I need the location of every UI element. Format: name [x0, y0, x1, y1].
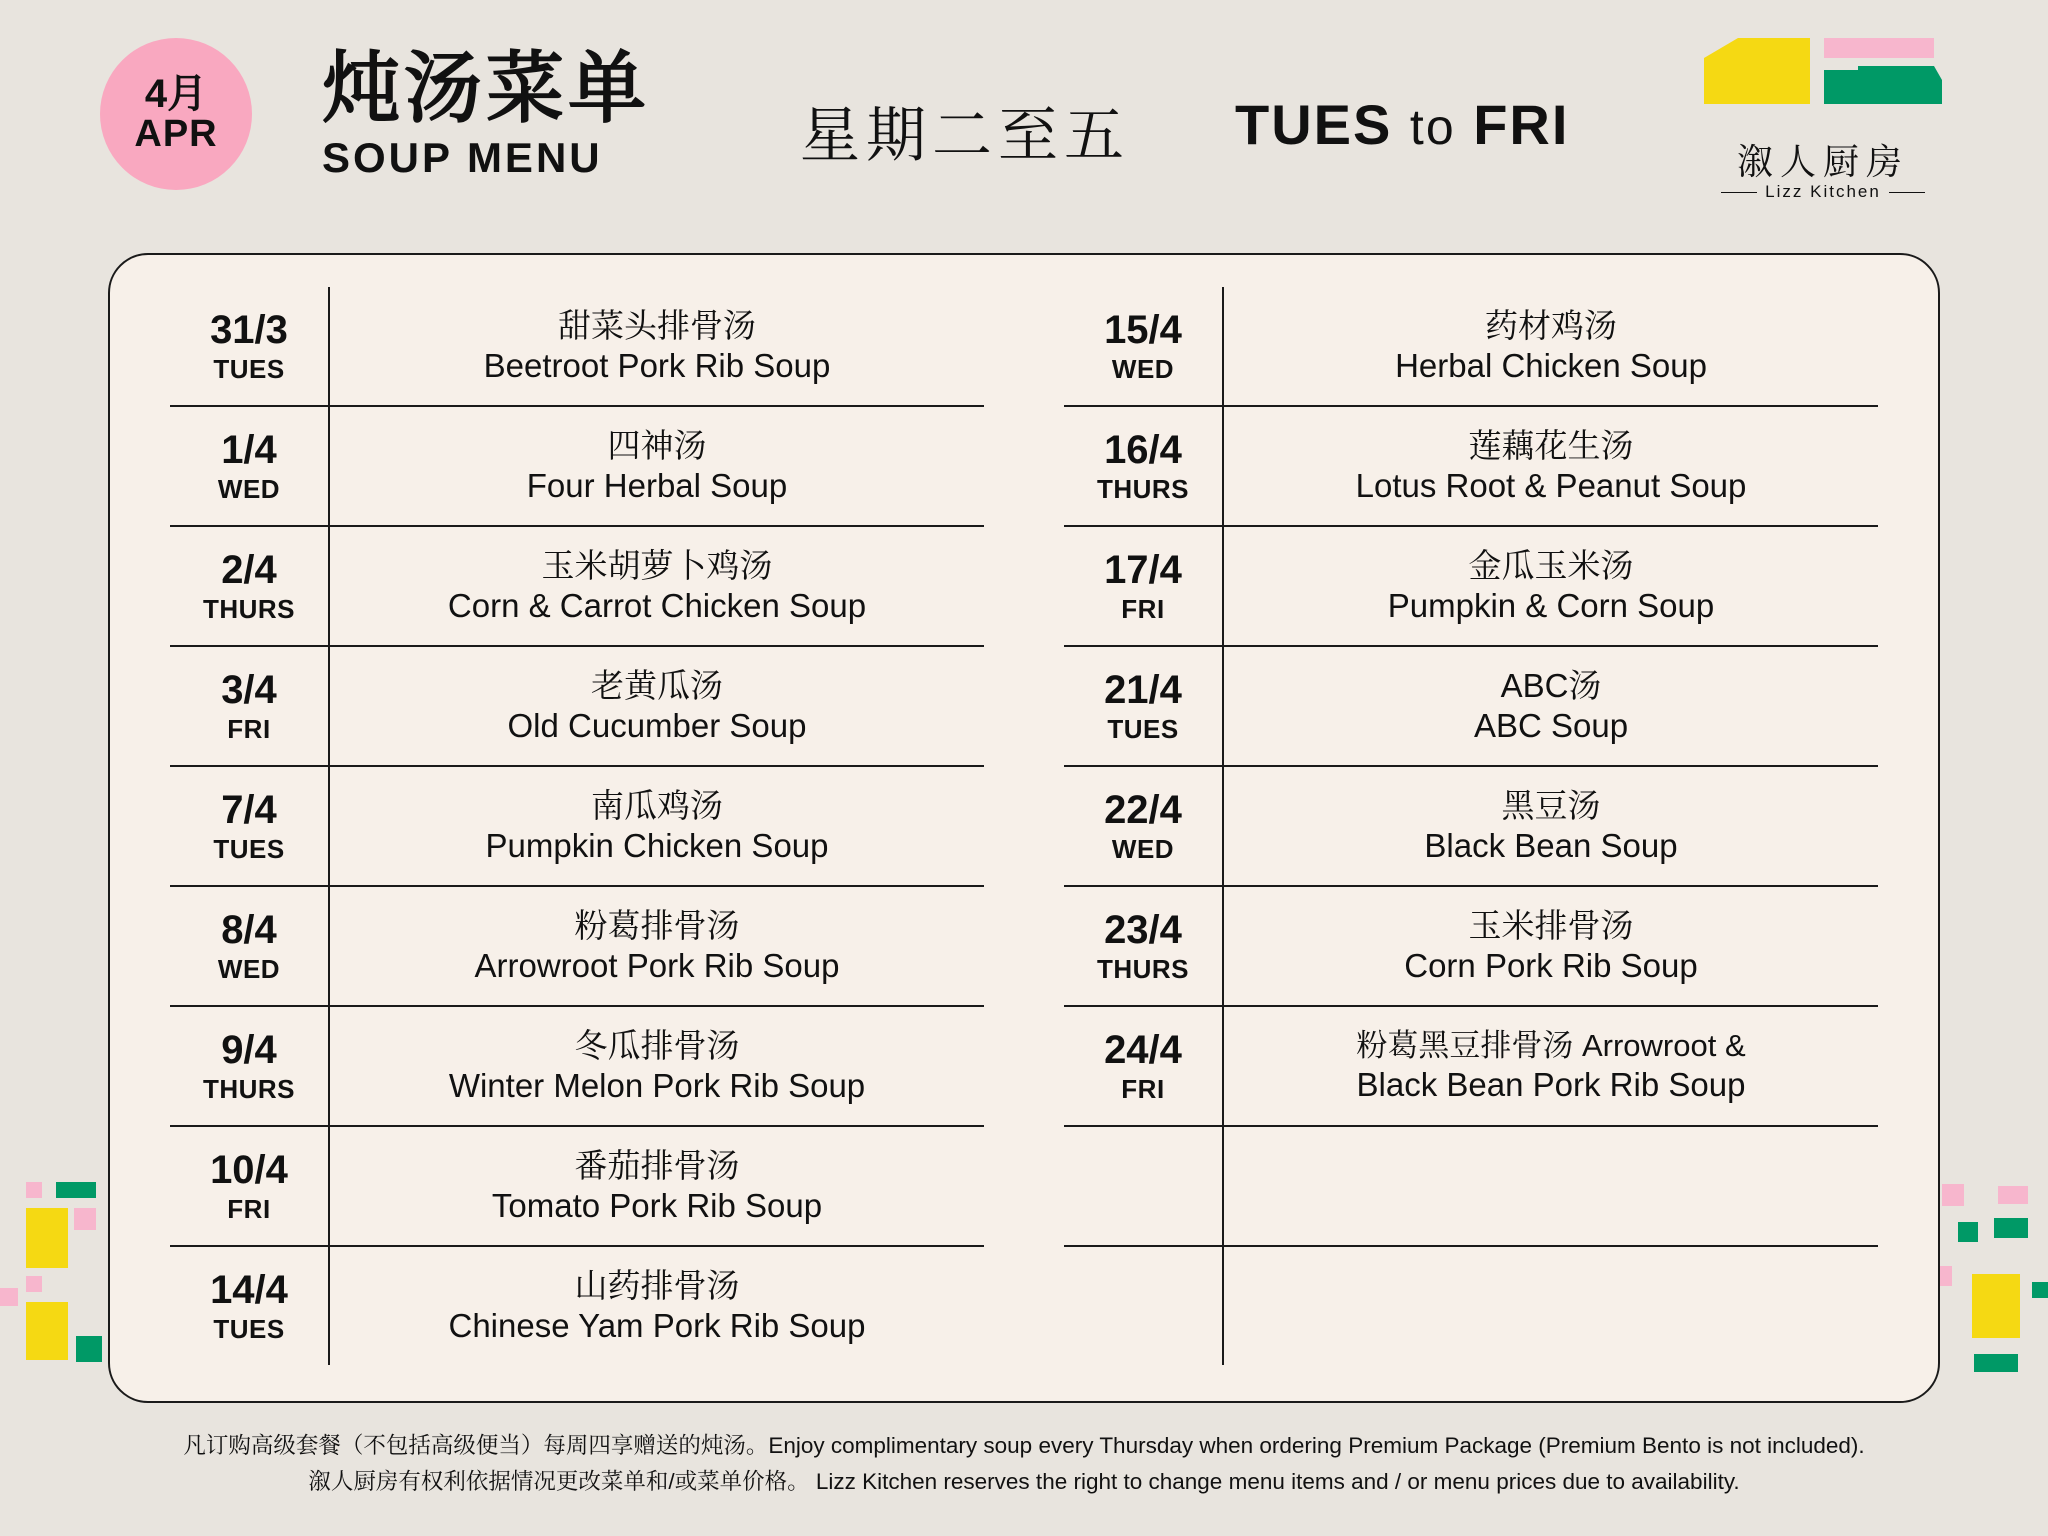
menu-date	[170, 527, 330, 645]
menu-weekday: TUES	[213, 353, 285, 384]
menu-dish-en: Black Bean Soup	[1424, 827, 1678, 864]
menu-dish	[330, 887, 984, 1005]
menu-dish	[330, 527, 984, 645]
menu-date	[1064, 1247, 1224, 1365]
menu-dish-cn: 粉葛排骨汤	[574, 906, 740, 944]
menu-dish-cn: 甜菜头排骨汤	[558, 306, 756, 344]
table-row	[1064, 647, 1878, 767]
menu-date	[1064, 1007, 1224, 1125]
table-row	[1064, 287, 1878, 407]
logo-name-en: Lizz Kitchen	[1698, 182, 1948, 202]
menu-date	[1064, 407, 1224, 525]
footer-disclaimer	[0, 1428, 2048, 1500]
days-range-start: TUES	[1235, 93, 1393, 156]
menu-weekday: FRI	[1121, 593, 1165, 624]
menu-dish-en: Herbal Chicken Soup	[1395, 347, 1707, 384]
table-row	[170, 1247, 984, 1365]
page-title-en: SOUP MENU	[322, 133, 603, 181]
menu-date	[1064, 1127, 1224, 1245]
menu-weekday: TUES	[213, 1313, 285, 1344]
menu-dish	[330, 767, 984, 885]
menu-dish-cn: 番茄排骨汤	[574, 1146, 740, 1184]
menu-date	[170, 1127, 330, 1245]
footer-line-1: 凡订购高级套餐（不包括高级便当）每周四享赠送的炖汤。Enjoy complimentary soup every Thursday when ordering Premium Package (Premium Bento is not included).	[183, 1433, 1865, 1458]
menu-weekday: FRI	[227, 713, 271, 744]
menu-dish-cn: 莲藕花生汤	[1468, 426, 1634, 464]
table-row	[1064, 407, 1878, 527]
menu-date	[1064, 287, 1224, 405]
menu-dish-en: Pumpkin Chicken Soup	[485, 827, 829, 864]
menu-date-value: 9/4	[221, 1027, 277, 1072]
menu-dish-en: Tomato Pork Rib Soup	[491, 1187, 823, 1224]
menu-dish	[330, 407, 984, 525]
table-row	[170, 767, 984, 887]
menu-weekday: FRI	[1121, 1073, 1165, 1104]
menu-date	[170, 887, 330, 1005]
menu-dish	[330, 647, 984, 765]
menu-date	[170, 767, 330, 885]
menu-dish-cn: 黑豆汤	[1501, 786, 1601, 824]
menu-weekday: WED	[217, 953, 281, 984]
menu-dish-en: Old Cucumber Soup	[507, 707, 807, 744]
menu-dish-cn: 老黄瓜汤	[591, 666, 723, 704]
menu-dish-cn: 粉葛黑豆排骨汤 Arrowroot &	[1356, 1027, 1746, 1063]
menu-dish	[330, 1247, 984, 1365]
menu-dish	[1224, 767, 1878, 885]
menu-date	[170, 1247, 330, 1365]
menu-date	[170, 647, 330, 765]
menu-dish-cn: ABC汤	[1500, 666, 1602, 704]
menu-weekday: WED	[1111, 833, 1175, 864]
menu-date-value: 7/4	[221, 787, 277, 832]
month-badge-cn: 4月	[144, 72, 208, 117]
menu-dish-en: Corn Pork Rib Soup	[1404, 947, 1698, 984]
month-badge	[100, 38, 252, 190]
menu-weekday: THURS	[202, 1073, 296, 1104]
table-row	[1064, 1007, 1878, 1127]
menu-dish	[1224, 407, 1878, 525]
menu-dish	[330, 287, 984, 405]
menu-date-value: 23/4	[1104, 907, 1182, 952]
menu-date-value: 2/4	[221, 547, 277, 592]
menu-dish-en: Four Herbal Soup	[526, 467, 788, 504]
table-row	[1064, 767, 1878, 887]
table-row	[170, 1127, 984, 1247]
table-row	[1064, 527, 1878, 647]
menu-dish-en: Corn & Carrot Chicken Soup	[447, 587, 867, 624]
menu-dish	[330, 1127, 984, 1245]
menu-dish-en: ABC Soup	[1473, 707, 1629, 744]
menu-date-value: 1/4	[221, 427, 277, 472]
menu-date-value: 8/4	[221, 907, 277, 952]
table-row-empty	[1064, 1247, 1878, 1365]
menu-date-value: 21/4	[1104, 667, 1182, 712]
menu-date-value: 22/4	[1104, 787, 1182, 832]
menu-dish-en: Pumpkin & Corn Soup	[1387, 587, 1715, 624]
menu-dish-en: Winter Melon Pork Rib Soup	[448, 1067, 866, 1104]
page-header	[0, 0, 2048, 250]
menu-dish-cn: 冬瓜排骨汤	[574, 1026, 740, 1064]
page-title-cn: 炖汤菜单	[322, 44, 651, 132]
menu-weekday: TUES	[213, 833, 285, 864]
menu-date	[1064, 647, 1224, 765]
menu-date-value: 14/4	[210, 1267, 288, 1312]
brand-logo	[1698, 34, 1948, 204]
menu-dish-cn: 南瓜鸡汤	[591, 786, 723, 824]
logo-mark-icon	[1698, 34, 1948, 124]
table-row-empty	[1064, 1127, 1878, 1247]
table-row	[170, 1007, 984, 1127]
menu-date-value: 24/4	[1104, 1027, 1182, 1072]
menu-dish	[1224, 1007, 1878, 1125]
menu-dish	[1224, 647, 1878, 765]
menu-weekday: WED	[1111, 353, 1175, 384]
menu-dish-en: Arrowroot Pork Rib Soup	[474, 947, 840, 984]
menu-weekday: WED	[217, 473, 281, 504]
menu-weekday: THURS	[1096, 473, 1190, 504]
menu-dish	[1224, 887, 1878, 1005]
table-row	[1064, 887, 1878, 1007]
menu-date-value: 10/4	[210, 1147, 288, 1192]
menu-dish	[1224, 287, 1878, 405]
menu-dish-cn: 玉米胡萝卜鸡汤	[541, 546, 773, 584]
menu-dish-cn: 玉米排骨汤	[1468, 906, 1634, 944]
menu-date-value: 16/4	[1104, 427, 1182, 472]
menu-card	[108, 253, 1940, 1403]
days-range-end: FRI	[1473, 93, 1570, 156]
table-row	[170, 287, 984, 407]
month-badge-en: APR	[134, 113, 218, 156]
logo-name-cn: 溆人厨房	[1736, 141, 1909, 182]
menu-dish-cn: 山药排骨汤	[574, 1266, 740, 1304]
menu-dish-en: Beetroot Pork Rib Soup	[483, 347, 831, 384]
menu-date	[170, 407, 330, 525]
days-range-en	[1235, 92, 1569, 157]
menu-weekday: FRI	[227, 1193, 271, 1224]
menu-dish-en: Black Bean Pork Rib Soup	[1356, 1065, 1746, 1103]
menu-dish-en: Chinese Yam Pork Rib Soup	[448, 1307, 866, 1344]
menu-dish-cn: 四神汤	[607, 426, 707, 464]
menu-weekday: THURS	[1096, 953, 1190, 984]
menu-weekday: TUES	[1107, 713, 1179, 744]
days-range-cn: 星期二至五	[800, 102, 1130, 169]
menu-weekday: THURS	[202, 593, 296, 624]
menu-date	[1064, 527, 1224, 645]
menu-date-value: 15/4	[1104, 307, 1182, 352]
menu-column-right	[1024, 255, 1938, 1401]
menu-date	[1064, 887, 1224, 1005]
menu-dish	[330, 1007, 984, 1125]
page-title	[322, 44, 651, 182]
table-row	[170, 407, 984, 527]
menu-column-left	[110, 255, 1024, 1401]
menu-date-value: 31/3	[210, 307, 288, 352]
menu-dish	[1224, 527, 1878, 645]
days-range-separator: to	[1409, 99, 1456, 155]
menu-date	[1064, 767, 1224, 885]
table-row	[170, 887, 984, 1007]
menu-dish-cn: 金瓜玉米汤	[1468, 546, 1634, 584]
table-row	[170, 527, 984, 647]
menu-dish-en: Lotus Root & Peanut Soup	[1355, 467, 1747, 504]
footer-line-2: 溆人厨房有权利依据情况更改菜单和/或菜单价格。 Lizz Kitchen reserves the right to change menu items and / or menu prices due to availability.	[308, 1469, 1740, 1494]
menu-date	[170, 1007, 330, 1125]
menu-date-value: 17/4	[1104, 547, 1182, 592]
table-row	[170, 647, 984, 767]
menu-dish-cn: 药材鸡汤	[1485, 306, 1617, 344]
menu-date	[170, 287, 330, 405]
menu-date-value: 3/4	[221, 667, 277, 712]
